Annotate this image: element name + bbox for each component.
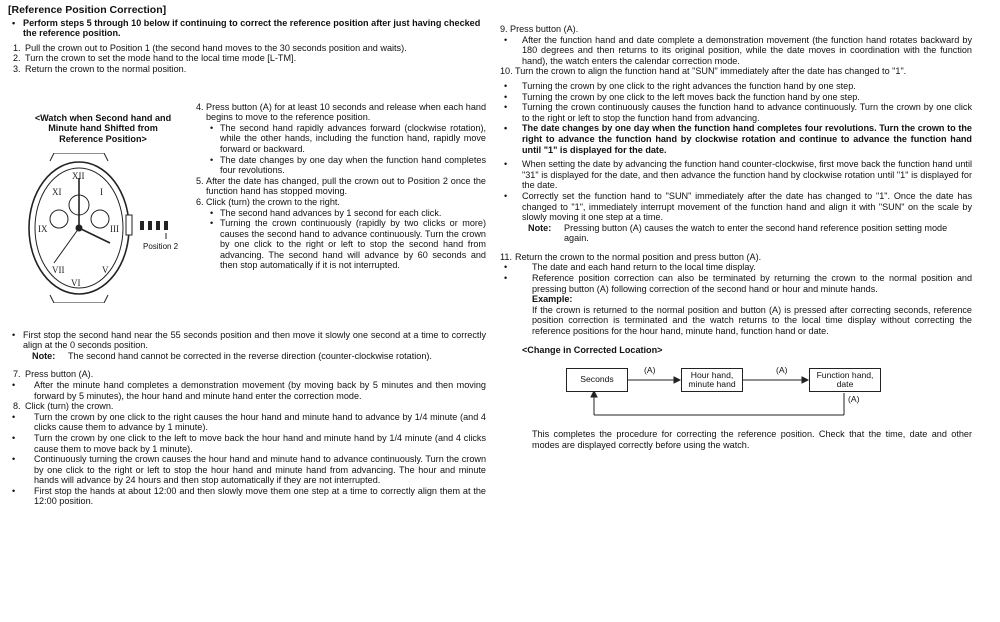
step9-bullet: • After the function hand and date complete a demonstration movement (the function hand rotates backward by 180 degrees and then returns to its original position, while the date moves in coordination with the function hand), the watch enters the calendar correction mode. <box>500 35 972 67</box>
step10-bullet: • Turning the crown continuously causes the function hand to advance continuously. Turn the crown by one click to the right or left to stop the function hand from advancing. <box>500 102 972 123</box>
right-note <box>500 223 972 244</box>
step-8: 8. Click (turn) the crown. <box>13 401 114 412</box>
step10-bullet: • Turning the crown by one click to the right advances the function hand by one step. <box>500 81 972 92</box>
svg-text:XI: XI <box>52 186 62 197</box>
example-text: If the crown is returned to the normal position and button (A) is pressed after correcting seconds, reference position correction is terminated and the watch returns to the local time display without correcting the reference positions for the hour hand, minute hand, function hand or date. <box>532 304 972 337</box>
closing-text: This completes the procedure for correcting the reference position. Check that the time, date and other modes are displayed correctly before using the watch. <box>532 429 972 450</box>
step6-bullet: • The second hand advances by 1 second for each click. <box>196 208 486 219</box>
figure-caption: <Watch when Second hand and Minute hand Shifted from Reference Position> <box>34 112 172 144</box>
step10-bullet: • When setting the date by advancing the function hand counter-clockwise, first move back the function hand until "31" is displayed for the date, and then advance the function hand by clockwise rotation until "1" is displayed for the date. <box>500 159 972 191</box>
arrow-label: (A) <box>644 365 656 376</box>
step4-bullet: • The date changes by one day when the function hand completes four revolutions. <box>196 155 486 176</box>
svg-text:V: V <box>102 264 109 275</box>
step-1: 1. Pull the crown out to Position 1 (the second hand moves to the 30 seconds position and waits). <box>13 42 407 53</box>
step8-bullet: • Turn the crown by one click to the left to move back the hour hand and minute hand by 1/4 minute (and 4 clicks cause them to move back by 1 minute). <box>8 433 486 454</box>
step4-bullet: • The second hand rapidly advances forward (clockwise rotation), while the other hands, including the function hand, rapidly move forward or backward. <box>196 123 486 155</box>
function-date-box: Function hand, date <box>809 368 881 392</box>
step8-bullet: • Continuously turning the crown causes the hour hand and minute hand to advance continuously. Turn the crown by one click to the right or left to stop the hour hand and minute hand from advancing. The hour and minute hands will advance by 24 hours and then stop automatically if they are not interrupted. <box>8 454 486 486</box>
figure-area <box>8 75 486 330</box>
arrow-label: (A) <box>848 394 860 405</box>
left-note <box>8 351 486 362</box>
watch-illustration <box>22 153 192 303</box>
step10-bold-bullet: • The date changes by one day when the function hand completes four revolutions. Turn the crown to the right to advance the function hand by clockwise rotation and continue to advance the function hand until "1" is displayed for the date. <box>500 123 972 155</box>
step11-bullet: • Reference position correction can also be terminated by returning the crown to the normal position and pressing button (A) following correction of the second hand or hour and minute hands. <box>500 273 972 294</box>
hour-minute-box: Hour hand, minute hand <box>681 368 743 392</box>
step-3: 3. Return the crown to the normal position. <box>13 63 187 74</box>
step-10: 10. Turn the crown to align the function hand at "SUN" immediately after the date has changed to "1". <box>500 66 907 77</box>
step7-bullet: • After the minute hand completes a demonstration movement (by moving back by 5 minutes and then moving forward by 5 minutes), the hour hand and minute hand enter the correction mode. <box>8 380 486 401</box>
note-text: Pressing button (A) causes the watch to enter the second hand reference position setting mode again. <box>564 222 948 244</box>
correction-flow-diagram <box>564 365 884 425</box>
step-5: 5. After the date has changed, pull the crown out to Position 2 once the function hand has stopped moving. <box>196 175 486 197</box>
note-label: Note: <box>528 222 552 233</box>
right-column <box>500 0 972 450</box>
note-text: The second hand cannot be corrected in the reverse direction (counter-clockwise rotation). <box>68 350 432 361</box>
section-title: [Reference Position Correction] <box>8 4 167 16</box>
svg-text:XII: XII <box>72 170 85 181</box>
position-2-label: Position 2 <box>143 241 179 251</box>
svg-text:IX: IX <box>38 223 48 234</box>
step-2: 2. Turn the crown to set the mode hand to the local time mode [L-TM]. <box>13 53 297 64</box>
steps-1-3 <box>8 43 486 75</box>
left-column <box>8 0 486 507</box>
step11-bullet: • The date and each hand return to the local time display. <box>500 262 972 273</box>
step6-bullet: • Turning the crown continuously (rapidly by two clicks or more) causes the second hand to advance continuously. Turn the crown by one click to the right or left to stop the second hand from advancing. The second hand will advance by 60 seconds and then stop automatically if it is not interrupted. <box>196 218 486 271</box>
step-6: 6. Click (turn) the crown to the right. <box>196 196 340 207</box>
example-label: Example: <box>532 294 573 305</box>
steps-4-6 <box>196 102 486 272</box>
step-9: 9. Press button (A). <box>500 24 579 34</box>
step-4: 4. Press button (A) for at least 10 seconds and release when each hand begins to move to the reference position. <box>196 101 486 123</box>
change-heading: <Change in Corrected Location> <box>522 344 663 355</box>
svg-text:VII: VII <box>52 264 65 275</box>
step10-bullet: • Correctly set the function hand to "SUN" immediately after the date has changed to "1". Once the date has changed to "1", immediately interrupt movement of the function hand and align it with "SUN" on the scale by slowly moving it one step at a time. <box>500 191 972 223</box>
step10-bullet: • Turning the crown by one click to the left moves back the function hand by one step. <box>500 92 972 103</box>
first-stop-bullet: • First stop the second hand near the 55 seconds position and then move it slowly one second at a time to correctly align at the 0 seconds position. <box>8 330 486 351</box>
svg-text:III: III <box>110 223 119 234</box>
step8-bullet: • Turn the crown by one click to the right causes the hour hand and minute hand to advance by 1/4 minute (and 4 clicks cause them to advance by 1 minute). <box>8 412 486 433</box>
step-11: 11. Return the crown to the normal position and press button (A). <box>500 251 762 262</box>
step8-bullet: • First stop the hands at about 12:00 and then slowly move them one step at a time to correctly align them at the 12:00 position. <box>8 486 486 507</box>
svg-text:I: I <box>100 186 103 197</box>
arrow-label: (A) <box>776 365 788 376</box>
note-label: Note: <box>32 350 56 361</box>
seconds-box: Seconds <box>566 368 628 392</box>
intro-bullet: • Perform steps 5 through 10 below if continuing to correct the reference position after just having checked the reference position. <box>8 18 486 39</box>
svg-text:VI: VI <box>71 277 81 288</box>
step-7: 7. Press button (A). <box>13 369 94 380</box>
